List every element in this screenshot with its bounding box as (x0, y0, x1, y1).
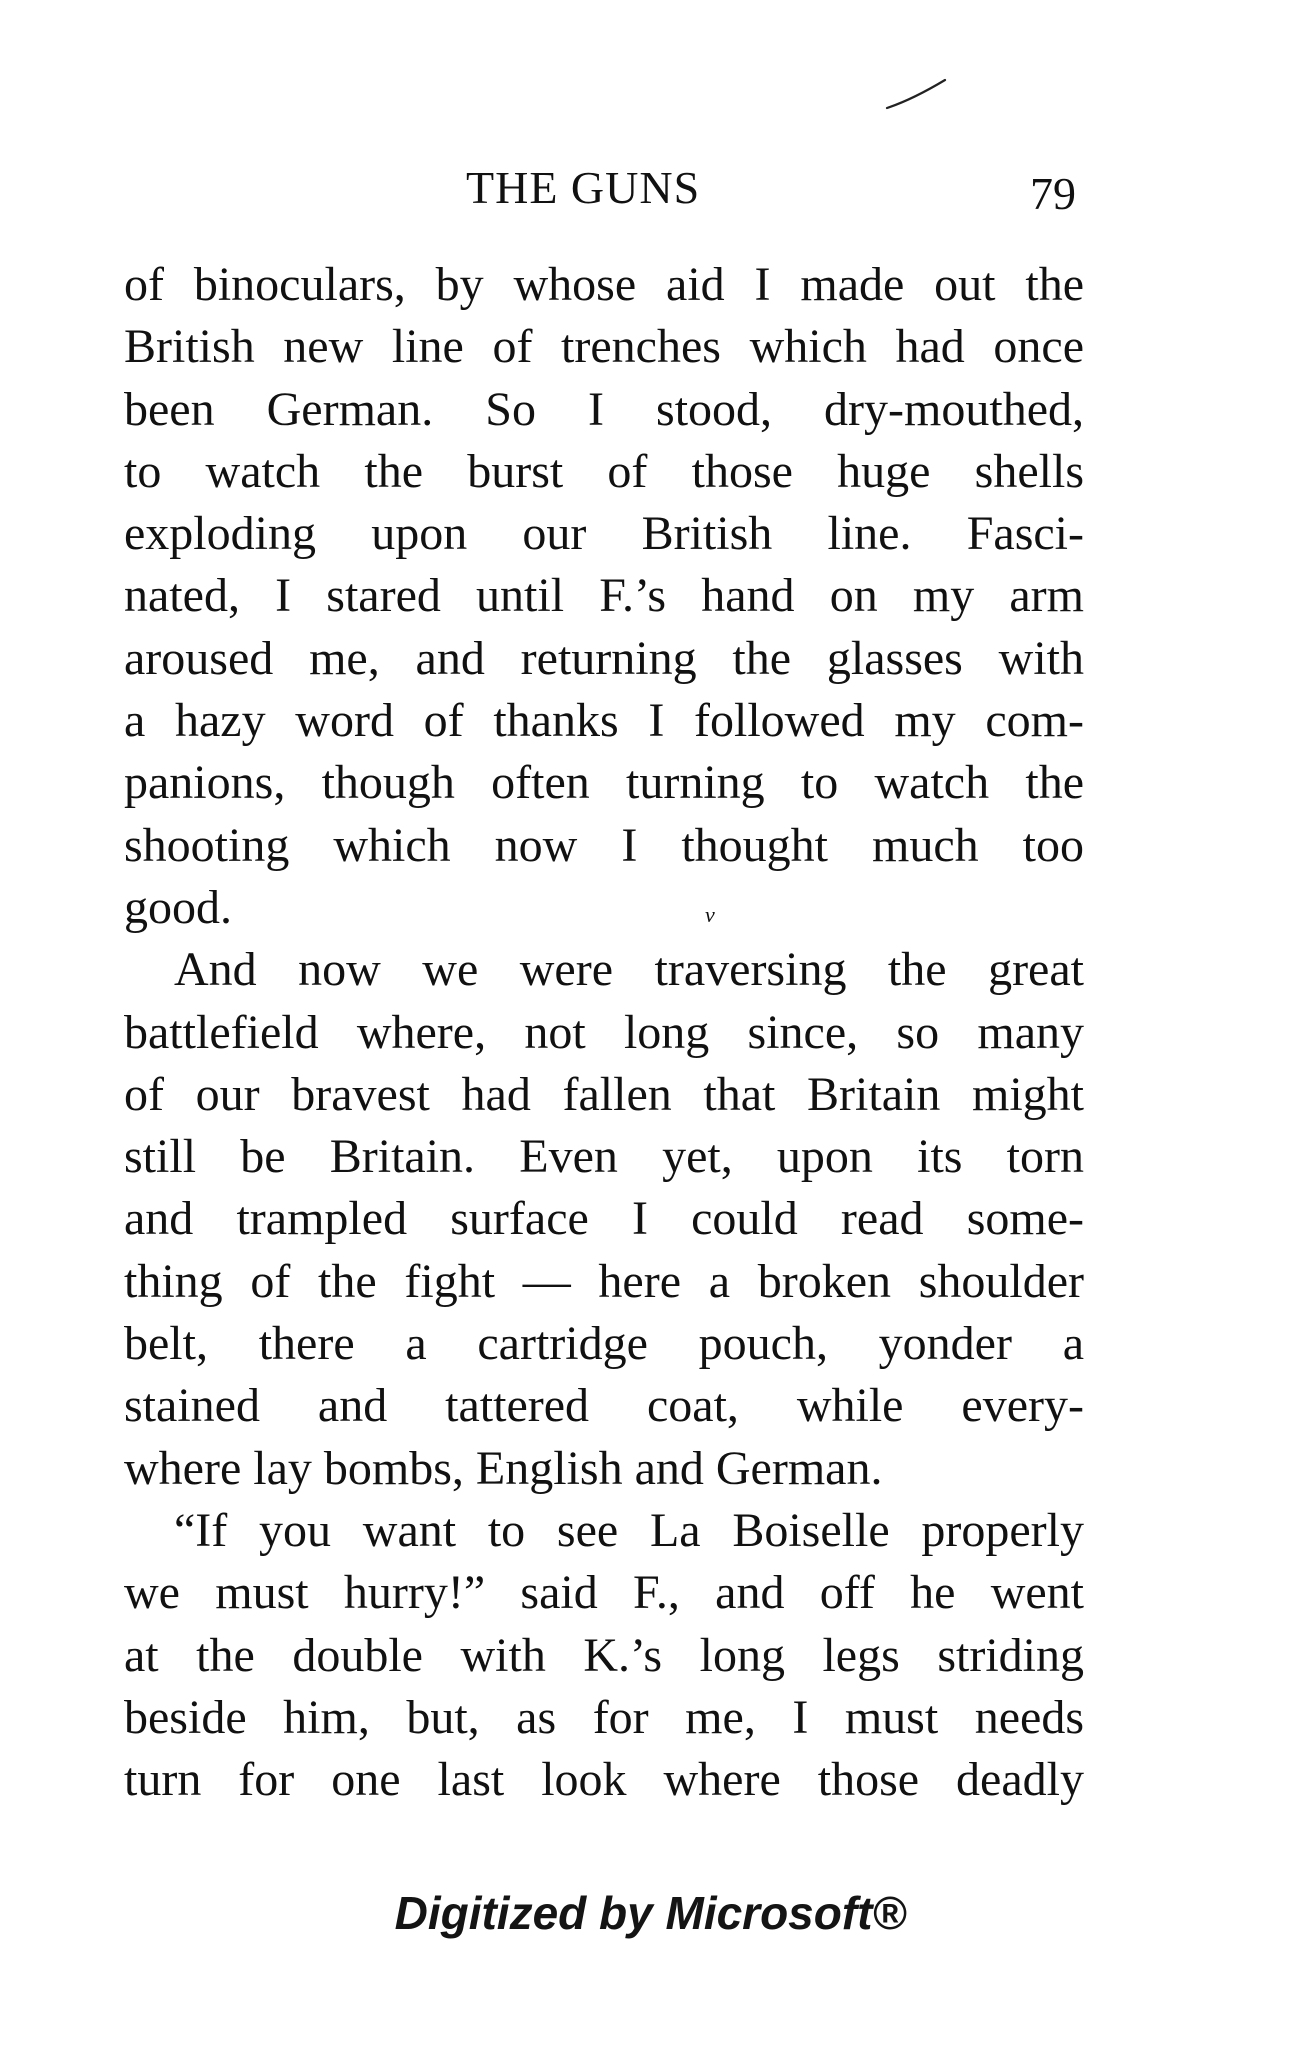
text-line: still be Britain. Even yet, upon its torn (124, 1130, 1084, 1184)
text-line: And now we were traversing the great (174, 943, 1084, 997)
footer (0, 1878, 1313, 1948)
paragraph-3 (124, 1500, 1084, 1811)
running-head (0, 158, 1313, 218)
text-line: good. (124, 880, 232, 934)
text-line: thing of the fight — here a broken shoulder (124, 1254, 1084, 1308)
text-line: panions, though often turning to watch the (124, 756, 1084, 810)
text-line: a hazy word of thanks I followed my com- (124, 694, 1084, 748)
text-line: of binoculars, by whose aid I made out the (124, 258, 1084, 311)
running-title: THE GUNS (466, 162, 701, 213)
text-line: shooting which now I thought much too (124, 818, 1084, 872)
text-line: exploding upon our British line. Fasci- (124, 507, 1084, 561)
text-line: at the double with K.’s long legs striding (124, 1628, 1084, 1682)
text-line: and trampled surface I could read some- (124, 1192, 1084, 1246)
text-line: we must hurry!” said F., and off he went (124, 1566, 1084, 1620)
text-line: to watch the burst of those huge shells (124, 444, 1084, 498)
text-line: battlefield where, not long since, so many (124, 1005, 1084, 1059)
text-line: British new line of trenches which had once (124, 320, 1084, 374)
page-number: 79 (1030, 168, 1076, 219)
text-line: been German. So I stood, dry-mouthed, (124, 382, 1084, 436)
paragraph-1 (124, 254, 1084, 939)
pencil-tick-mark (885, 78, 947, 112)
text-line: “If you want to see La Boiselle properly (174, 1503, 1084, 1557)
text-line: stained and tattered coat, while every- (124, 1379, 1084, 1433)
text-line: where lay bombs, English and German. (124, 1441, 883, 1495)
text-line: belt, there a cartridge pouch, yonder a (124, 1317, 1084, 1371)
digitization-watermark: Digitized by Microsoft® (394, 1887, 907, 1939)
body-text (124, 254, 1084, 1811)
text-line: nated, I stared until F.’s hand on my arm (124, 569, 1084, 623)
text-line: aroused me, and returning the glasses with (124, 631, 1084, 685)
text-line: turn for one last look where those deadly (124, 1753, 1084, 1807)
text-line: of our bravest had fallen that Britain might (124, 1067, 1084, 1121)
paragraph-2 (124, 939, 1084, 1500)
stray-mark: v (705, 902, 715, 927)
text-line: beside him, but, as for me, I must needs (124, 1690, 1084, 1744)
